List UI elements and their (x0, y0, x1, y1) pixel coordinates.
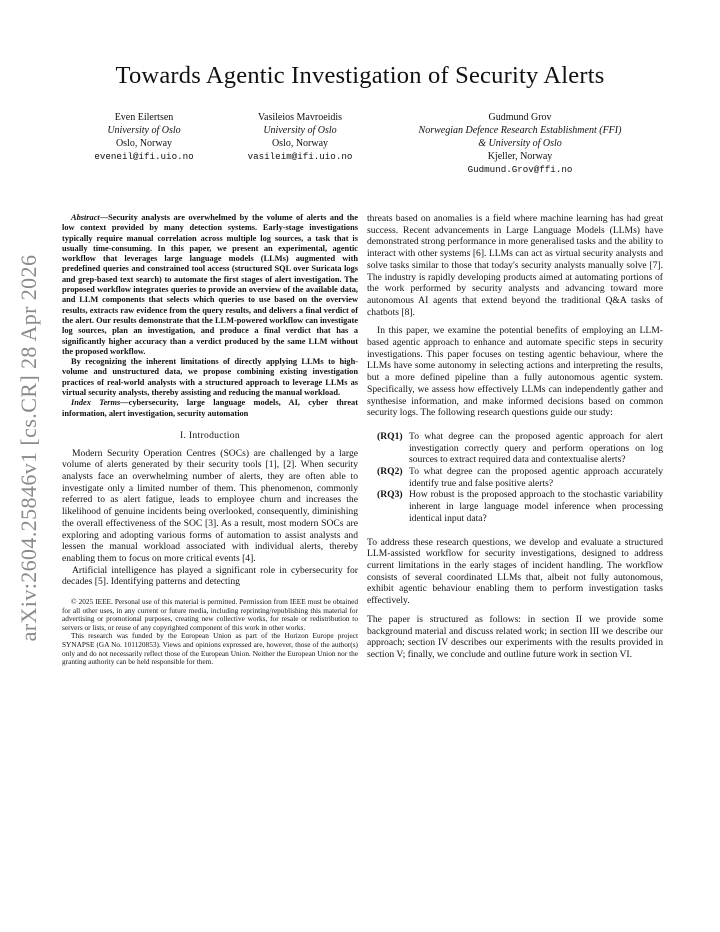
index-terms: cybersecurity, large language models, AI, cyber threat information, alert investigation, security automation (62, 398, 358, 418)
author-affiliation-secondary: & University of Oslo (478, 138, 562, 149)
abstract-text-2: By recognizing the inherent limitations of directly applying LLMs to high-volume and unstructured data, we propose combining existing investigation practices of real-world analysts with a structured approach to leverage LLMs as virtual security analysts, thereby assisting and reducing the manual workload. (62, 357, 358, 398)
index-terms-label: Index Terms (71, 398, 121, 408)
author-email: vasileim@ifi.uio.no (247, 151, 353, 162)
paper-title: Towards Agentic Investigation of Security Alerts (115, 62, 605, 89)
research-question-text: To what degree can the proposed agentic approach for alert investigation correctly query and perform operations on log sources to extract required data and contextualise alerts? (409, 430, 663, 466)
research-question-item (367, 489, 663, 524)
author-block-2 (228, 111, 372, 163)
introduction-body (62, 448, 358, 588)
research-question-tag: (RQ3) (377, 489, 403, 501)
research-question-text: To what degree can the proposed agentic approach accurately identify true and false positive alerts? (409, 466, 663, 489)
author-location: Oslo, Norway (115, 138, 173, 149)
abstract: Abstract—Security analysts are overwhelmed by the volume of alerts and the low context provided by many detection systems. Early-stage investigations typically require manual correlation across multiple log sources, a task that is usually time-consuming. In this paper, we present an experimental, agentic workflow that leverages large language models (LLMs) augmented with predefined queries and constrained tool access (structured SQL over Suricata logs and grep-based text search) to automate the first stages of alert investigation. The proposed workflow integrates queries to provide an overview of the available data, and LLM components that selects which queries to use based on the overview results, extracts raw evidence from the query results, and delivers a final verdict of the alert. Our results demonstrate that the LLM-powered workflow can investigate log sources, plan an investigation, and produce a final verdict that has a significantly higher accuracy than a verdict produced by the same LLM without the proposed workflow. By recognizing the inherent limitations of directly applying LLMs to high-volume and unstructured data, we propose combining existing investigation practices of real-world analysts with a structured approach to leverage LLMs as virtual security analysts, thereby assisting and reducing the manual workload. Index Terms—cybersecurity, large language models, AI, cyber threat information, alert investigation, security automation (62, 213, 358, 418)
paragraph: Artificial intelligence has played a significant role in cybersecurity for decades [5]. Identifying patterns and detecting (62, 564, 358, 588)
author-affiliation: University of Oslo (263, 125, 337, 136)
author-email: eveneil@ifi.uio.no (94, 151, 194, 162)
right-column (367, 213, 663, 668)
research-questions (367, 431, 663, 525)
research-question-item (367, 466, 663, 489)
author-block-3 (388, 111, 652, 176)
research-question-tag: (RQ1) (377, 430, 403, 442)
author-name: Gudmund Grov (488, 112, 552, 123)
author-location: Oslo, Norway (271, 138, 329, 149)
paragraph: In this paper, we examine the potential benefits of employing an LLM-based agentic approach to enhance and automate specific steps in security investigations. This paper focuses on testing agentic behaviour, where the LLMs have some autonomy in selecting actions and interpreting the results, but a more defined pipeline than a fully autonomous agentic system. Specifically, we assess how effectively LLMs can independently gather and synthesise information, and make informed decisions based on common security logs. The following research questions guide our study: (367, 325, 663, 419)
author-email: Gudmund.Grov@ffi.no (467, 164, 573, 175)
research-question-tag: (RQ2) (377, 466, 403, 478)
paragraph: threats based on anomalies is a field where machine learning has had great success. Recent advancements in Large Language Models (LLMs) have demonstrated strong performance in more generalised tasks and the ability to interact with other systems [6]. LLMs can act as virtual security analysts and solve tasks similar to those that today's security analysts manually solve [7]. The industry is rapidly developing products aimed at automating portions of the work performed by security analysts and advancing toward more autonomous AI agents that extend beyond the traditional Q&A tasks of chatbots [8]. (367, 213, 663, 318)
author-name: Vasileios Mavroeidis (257, 112, 343, 123)
paragraph: The paper is structured as follows: in section II we provide some background material and discuss related work; in section III we describe our approach; section IV describes our experiments with the results provided in section V; finally, we conclude and outline future work in section VI. (367, 613, 663, 660)
author-block-1 (85, 111, 203, 163)
research-question-text: How robust is the proposed approach to the stochastic variability inherent in large language model inference when processing identical input data? (409, 489, 663, 524)
research-question-item (367, 431, 663, 466)
arxiv-identifier: arXiv:2604.25846v1 [cs.CR] 28 Apr 2026 (16, 254, 41, 642)
left-column (62, 213, 358, 667)
arxiv-sidebar-stamp (8, 228, 50, 668)
abstract-label: Abstract (71, 213, 100, 222)
paragraph: Modern Security Operation Centres (SOCs) are challenged by a large volume of alerts generated by their security tools [1], [2]. When security analysts face an overwhelming number of alerts, they are often able to investigate only a limited number of them. This phenomenon, commonly referred to as alert fatigue, leads to employee churn and increases the likelihood of genuine incidents being overlooked, consequently, diminishing the overall effectiveness of the SOC [3]. As a result, most modern SOCs are exploring and adopting various forms of automation to assist analysts and lessen the manual workload associated with individual alerts, thereby enabling them to focus on more critical events [4]. (62, 447, 358, 564)
author-name: Even Eilertsen (114, 112, 174, 123)
abstract-text: Security analysts are overwhelmed by the volume of alerts and the low context provided by many detection systems. Early-stage investigations typically require manual correlation across multiple log sources, a task that is usually time-consuming. In this paper, we present an experimental, agentic workflow that leverages large language models (LLMs) augmented with predefined queries and constrained tool access (structured SQL over Suricata logs and grep-based text search) to automate the first stages of alert investigation. The proposed workflow integrates queries to provide an overview of the available data, and LLM components that selects which queries to use based on the overview results, extracts raw evidence from the query results, and delivers a final verdict of the alert. Our results demonstrate that the LLM-powered workflow can investigate log sources, plan an investigation, and produce a final verdict that has a significantly higher accuracy than a verdict produced by the same LLM without the proposed workflow. (62, 213, 358, 356)
author-location: Kjeller, Norway (487, 151, 553, 162)
author-affiliation: University of Oslo (107, 125, 181, 136)
funding-notice: This research was funded by the European Union as part of the Horizon Europe project SYNAPSE (GA No. 101120853). Views and opinions expressed are, however, those of the author(s) only and do not necessarily reflect those of the European Union. Neither the European Union nor the granting authority can be held responsible for them. (62, 631, 358, 667)
section-heading: I. Introduction (180, 429, 240, 441)
author-affiliation: Norwegian Defence Research Establishment (FFI) (418, 125, 622, 136)
paragraph: To address these research questions, we develop and evaluate a structured LLM-assisted workflow for security investigations, designed to address current limitations in the early stages of incident handling. The workflow consists of several coordinated LLMs that, albeit not fully autonomous, exhibit agentic behaviour enabling them to perform investigation tasks effectively. (367, 536, 663, 607)
copyright-notice: © 2025 IEEE. Personal use of this material is permitted. Permission from IEEE must be obtained for all other uses, in any current or future media, including reprinting/republishing this material for advertising or promotional purposes, creating new collective works, for resale or redistribution to servers or lists, or reuse of any copyrighted component of this work in other works. (62, 597, 358, 632)
footnotes (62, 598, 358, 667)
